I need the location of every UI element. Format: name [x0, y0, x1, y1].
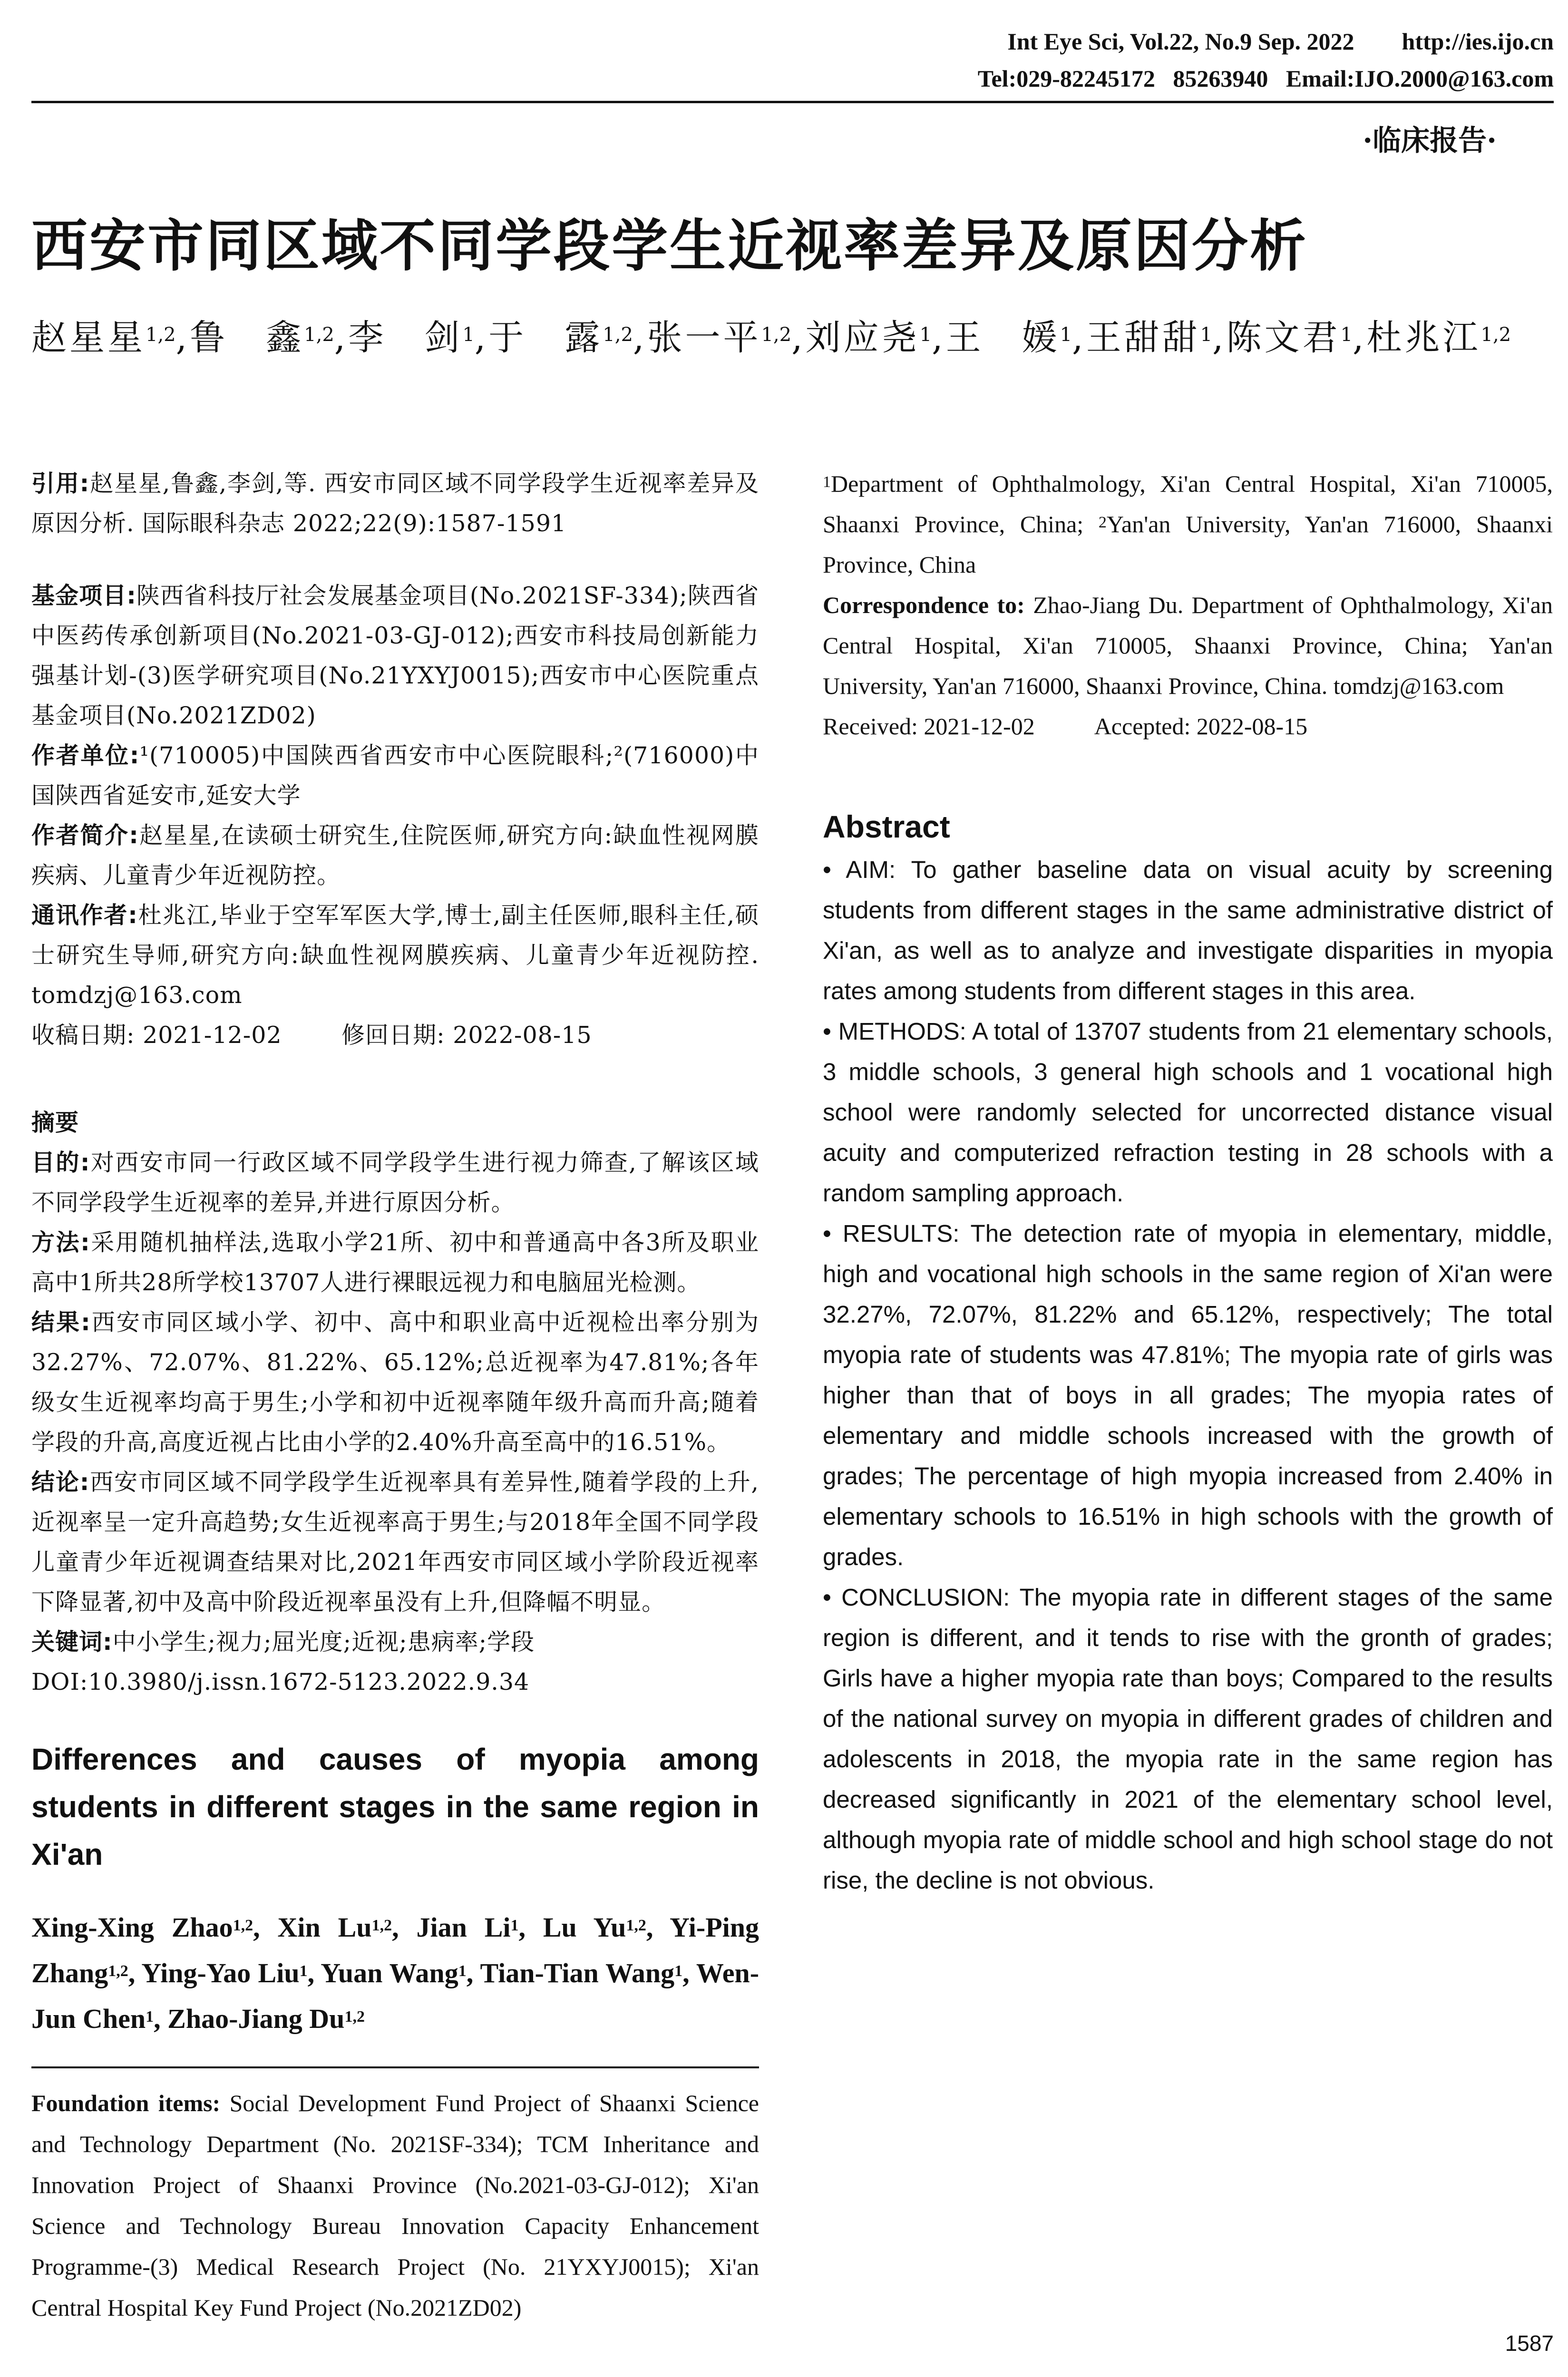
- author-cn: 张一平$^{1,2}$: [647, 317, 792, 358]
- journal-contact-line: Tel:029-82245172 85263940 Email:IJO.2000@163.com: [977, 65, 1554, 92]
- abstract-aim-en: • AIM: To gather baseline data on visual acuity by screening students from different stages in the same administrative district of Xi'an, as well as to analyze and investigate disparities in myopia rates among students from different stages in this area.: [823, 856, 1553, 1004]
- author-bio: 作者简介:赵星星,在读硕士研究生,住院医师,研究方向:缺血性视网膜疾病、儿童青少年近视防控。: [31, 822, 759, 889]
- abstract-results-cn: 结果:西安市同区域小学、初中、高中和职业高中近视检出率分别为32.27%、72.07%、81.22%、65.12%;总近视率为47.81%;各年级女生近视率均高于男生;小学和初中近视率随年级升高而升高;随着学段的升高,高度近视占比由小学的2.40%升高至高中的16.51%。: [31, 1309, 759, 1456]
- funding: 基金项目:陕西省科技厅社会发展基金项目(No.2021SF-334);陕西省中医药传承创新项目(No.2021-03-GJ-012);西安市科技局创新能力强基计划-(3)医学研究项目(No.21YXYJ0015);西安市中心医院重点基金项目(No.2021ZD02): [31, 582, 759, 729]
- author-cn: 赵星星$^{1,2}$: [31, 317, 176, 358]
- author-list-en: Xing-Xing Zhao$^{1,2}$, Xin Lu$^{1,2}$, Jian Li$^1$, Lu Yu$^{1,2}$, Yi-Ping Zhang$^{1,2}$, Ying-Yao Liu$^1$, Yuan Wang$^1$, Tian-Tian Wang$^1$, Wen-Jun Chen$^1$, Zhao-Jiang Du$^{1,2}$: [31, 1912, 760, 2034]
- author-en: Lu Yu$^{1,2}$: [543, 1912, 646, 1943]
- citation: 引用:赵星星,鲁鑫,李剑,等. 西安市同区域不同学段学生近视率差异及原因分析. 国际眼科杂志 2022;22(9):1587-1591: [31, 470, 759, 537]
- abstract-conclusion-cn: 结论:西安市同区域不同学段学生近视率具有差异性,随着学段的上升,近视率呈一定升高趋势;女生近视率高于男生;与2018年全国不同学段儿童青少年近视调查结果对比,2021年西安市同区域小学阶段近视率下降显著,初中及高中阶段近视率虽没有上升,但降幅不明显。: [31, 1469, 759, 1616]
- header-rule: [31, 101, 1554, 103]
- foundation-rule: [31, 2066, 759, 2068]
- article-category: ·临床报告·: [1363, 124, 1497, 157]
- correspondence-en: Correspondence to: Zhao-Jiang Du. Department of Ophthalmology, Xi'an Central Hospital, Xi'an 710005, Shaanxi Province, China; Yan'an University, Yan'an 716000, Shaanxi Province, China. tomdzj@163.com: [823, 592, 1553, 699]
- author-cn: 杜兆江$^{1,2}$: [1366, 317, 1511, 358]
- author-en: Wen-Jun Chen$^1$: [31, 1958, 760, 2034]
- article-title: 西安市同区域不同学段学生近视率差异及原因分析: [31, 213, 1308, 279]
- doi: DOI:10.3980/j.issn.1672-5123.2022.9.34: [31, 1668, 530, 1695]
- affiliations-en: $^1$Department of Ophthalmology, Xi'an Central Hospital, Xi'an 710005, Shaanxi Province, China; $^2$Yan'an University, Yan'an 716000, Shaanxi Province, China: [823, 470, 1553, 578]
- author-en: Yi-Ping Zhang$^{1,2}$: [31, 1912, 760, 1988]
- journal-citation-line: Int Eye Sci, Vol.22, No.9 Sep. 2022 http://ies.ijo.cn: [1007, 28, 1554, 55]
- abstract-methods-cn: 方法:采用随机抽样法,选取小学21所、初中和普通高中各3所及职业高中1所共28所学校13707人进行裸眼远视力和电脑屈光检测。: [31, 1229, 759, 1296]
- author-list-cn: 赵星星$^{1,2}$,鲁 鑫$^{1,2}$,李 剑$^1$,于 露$^{1,2}$,张一平$^{1,2}$,刘应尧$^1$,王 媛$^1$,王甜甜$^1$,陈文君$^1$,杜兆江$^{1,2}$: [31, 317, 1511, 358]
- english-title: Differences and causes of myopia among students in different stages in the same region in Xi'an: [31, 1742, 759, 1871]
- author-en: Yuan Wang$^1$: [321, 1958, 467, 1988]
- author-cn: 刘应尧$^1$: [805, 317, 932, 358]
- abstract-aim-cn: 目的:对西安市同一行政区域不同学段学生进行视力筛查,了解该区域不同学段学生近视率的差异,并进行原因分析。: [31, 1149, 759, 1216]
- foundation-items: Foundation items: Social Development Fund Project of Shaanxi Science and Technology Department (No. 2021SF-334); TCM Inheritance and Innovation Project of Shaanxi Province (No.2021-03-GJ-012); Xi'an Science and Technology Bureau Innovation Capacity Enhancement Programme-(3) Medical Research Project (No. 21YXYJ0015); Xi'an Central Hospital Key Fund Project (No.2021ZD02): [31, 2090, 759, 2321]
- left-column: [31, 464, 759, 2328]
- abstract-heading-cn: 摘要: [31, 1109, 79, 1136]
- author-cn: 鲁 鑫$^{1,2}$: [190, 317, 334, 358]
- abstract-results-en: • RESULTS: The detection rate of myopia in elementary, middle, high and vocational high schools in the same region of Xi'an were 32.27%, 72.07%, 81.22% and 65.12%, respectively; The total myopia rate of students was 47.81%; The myopia rate of girls was higher than that of boys in all grades; The myopia rates of elementary and middle schools increased with the growth of grades; The percentage of high myopia increased from 2.40% in elementary schools to 16.51% in high schools with the growth of grades.: [823, 1220, 1553, 1570]
- author-en: Xin Lu$^{1,2}$: [277, 1912, 392, 1943]
- abstract-conclusion-en: • CONCLUSION: The myopia rate in different stages of the same region is different, and it tends to rise with the gronth of grades; Girls have a higher myopia rate than boys; Compared to the results of the national survey on myopia in different grades of children and adolescents in 2018, the myopia rate in the same region has decreased significantly in 2021 of the elementary school level, although myopia rate of middle school and high school stage do not rise, the decline is not obvious.: [823, 1584, 1553, 1894]
- dates-en: Received: 2021-12-02 Accepted: 2022-08-15: [823, 713, 1308, 740]
- page-number: 1587: [1505, 2331, 1554, 2356]
- abstract-methods-en: • METHODS: A total of 13707 students from 21 elementary schools, 3 middle schools, 3 general high schools and 1 vocational high school were randomly selected for uncorrected distance visual acuity and computerized refraction testing in 28 schools with a random sampling approach.: [823, 1018, 1553, 1207]
- author-cn: 陈文君$^1$: [1226, 317, 1353, 358]
- author-cn: 于 露$^{1,2}$: [488, 317, 633, 358]
- author-affiliation: 作者单位:¹(710005)中国陕西省西安市中心医院眼科;²(716000)中国陕西省延安市,延安大学: [31, 742, 759, 809]
- author-cn: 王 媛$^1$: [945, 317, 1072, 358]
- corresponding-author: 通讯作者:杜兆江,毕业于空军军医大学,博士,副主任医师,眼科主任,硕士研究生导师,研究方向:缺血性视网膜疾病、儿童青少年近视防控. tomdzj@163.com: [31, 902, 759, 1009]
- keywords-cn: 关键词:中小学生;视力;屈光度;近视;患病率;学段: [31, 1628, 535, 1656]
- abstract-heading-en: Abstract: [823, 809, 950, 844]
- author-en: Tian-Tian Wang$^1$: [480, 1958, 683, 1988]
- author-en: Ying-Yao Liu$^1$: [141, 1958, 308, 1988]
- author-en: Xing-Xing Zhao$^{1,2}$: [31, 1912, 253, 1943]
- author-cn: 王甜甜$^1$: [1086, 317, 1213, 358]
- journal-header: [31, 16, 1554, 102]
- author-en: Zhao-Jiang Du$^{1,2}$: [167, 2003, 365, 2034]
- author-cn: 李 剑$^1$: [348, 317, 475, 358]
- dates-cn: 收稿日期: 2021-12-02 修回日期: 2022-08-15: [31, 1022, 592, 1049]
- right-column: [823, 464, 1553, 1900]
- author-en: Jian Li$^1$: [416, 1912, 519, 1943]
